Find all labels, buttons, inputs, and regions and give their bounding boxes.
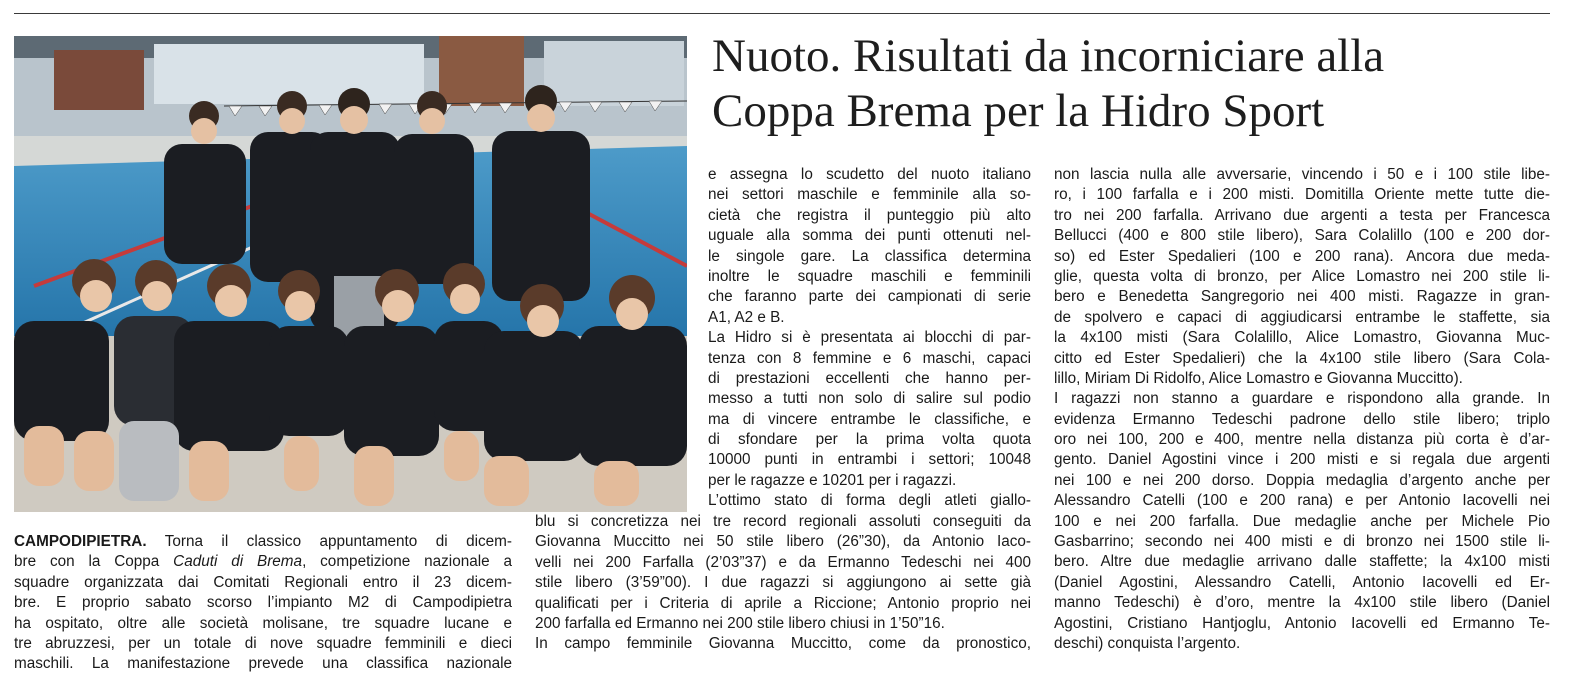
column-c-line: che faranno parte dei campionati di serie <box>708 288 1031 306</box>
column-a-line: maschili. La manifestazione prevede una classifica nazionale <box>14 655 512 673</box>
column-c-line: e assegna lo scudetto del nuoto italiano <box>708 166 1031 183</box>
column-d-line: la 4x100 misti (Sara Colalillo, Alice Lomastro, Giovanna Muc- <box>1054 329 1550 347</box>
column-b-line: blu si concretizza nei tre record regionali assoluti conseguiti da <box>535 513 1031 530</box>
column-d-line: tro nei 200 farfalla. Arrivano due argenti a testa per Francesca <box>1054 206 1550 224</box>
column-a-line: bre. E proprio sabato scorso l’impianto M2 di Campodipietra <box>14 594 512 612</box>
column-c-line: tenza con 8 femmine e 6 maschi, capaci <box>708 349 1031 367</box>
column-b-line: qualificati per i Criteria di aprile a Riccione; Antonio proprio nei <box>535 594 1031 612</box>
column-d-line: non lascia nulla alle avversarie, vincendo i 50 e i 100 stile libe- <box>1054 166 1550 183</box>
column-d-line: oro nei 100, 200 e 400, mentre nella distanza più corta è d’ar- <box>1054 431 1550 449</box>
column-c <box>708 165 1031 512</box>
column-d-line: Gasbarrino; secondo nei 400 misti e di bronzo nei 1500 stile li- <box>1054 533 1550 551</box>
column-d-line: Agostini, Cristiano Hantjoglu, Antonio Iacovelli ed Ermanno Te- <box>1054 614 1550 632</box>
column-d-line: I ragazzi non stanno a guardare e rispondono alla grande. In <box>1054 390 1550 408</box>
column-c-line: uguale alla somma dei punti ottenuti nel- <box>708 227 1031 245</box>
event-name: Caduti di Brema <box>173 553 303 571</box>
kicker: CAMPODIPIETRA. <box>14 533 147 550</box>
column-d-line: so) ed Ester Spedalieri (100 e 200 rana). Ancora due meda- <box>1054 247 1550 265</box>
column-a-line: CAMPODIPIETRA. Torna il classico appuntamento di dicem- <box>14 533 512 550</box>
column-b-line: In campo femminile Giovanna Muccitto, come da pronostico, <box>535 635 1031 653</box>
column-d-line: Bellucci (400 e 800 stile libero), Sara Colalillo (100 e 200 dor- <box>1054 227 1550 245</box>
column-c-line: L’ottimo stato di forma degli atleti giallo- <box>708 492 1031 510</box>
column-c-line: ma di vincere entrambe le classifiche, e <box>708 410 1031 428</box>
column-c-line: La Hidro si è presentata ai blocchi di par- <box>708 329 1031 347</box>
column-d-line: deschi) conquista l’argento. <box>1054 634 1241 652</box>
column-d-line: glie, questa volta di bronzo, per Alice Lomastro nei 200 stile li- <box>1054 267 1550 285</box>
column-b <box>535 512 1031 655</box>
column-c-line: inoltre le squadre maschili e femminili <box>708 267 1031 285</box>
column-c-line: 10000 punti in entrambi i settori; 10048 <box>708 451 1031 469</box>
column-d-line: Alessandro Catelli (100 e 200 rana) e per Antonio Iacovelli nei <box>1054 492 1550 510</box>
column-d-line: manno Tedeschi) è d’oro, mentre la 4x100 stile libero (Daniel <box>1054 594 1550 612</box>
column-a-line: tre abruzzesi, per un totale di nove squadre femminili e dieci <box>14 634 512 652</box>
column-c-line: cietà che registra il punteggio più alto <box>708 206 1031 224</box>
column-d-line: 100 e nei 200 farfalla. Due medaglie anche per Michele Pio <box>1054 512 1550 530</box>
column-c-line: le singole gare. La classifica determina <box>708 247 1031 265</box>
column-b-line: stile libero (3’59”00). I due ragazzi si aggiungono ai sette già <box>535 574 1031 592</box>
column-a <box>14 532 512 675</box>
headline-line-1: Nuoto. Risultati da incorniciare alla <box>712 30 1385 82</box>
headline <box>712 29 1562 139</box>
headline-line-2: Coppa Brema per la Hidro Sport <box>712 85 1325 137</box>
column-d-line: de spolvero e capaci di aggiudicarsi entrambe le staffette, sia <box>1054 308 1550 326</box>
column-d <box>1054 165 1550 654</box>
top-rule <box>14 13 1550 14</box>
column-d-line: lillo, Miriam Di Ridolfo, Alice Lomastro e Giovanna Muccitto). <box>1054 369 1463 387</box>
column-c-line: nei settori maschile e femminile alla so- <box>708 186 1031 204</box>
column-d-line: bero e Benedetta Sangregorio nei 400 misti. Ragazze in gran- <box>1054 288 1550 306</box>
column-c-line: di sfondare per la prima volta quota <box>708 431 1031 449</box>
column-b-line: Giovanna Muccitto nei 50 stile libero (26”30), da Antonio Iaco- <box>535 533 1031 551</box>
column-d-line: nei 100 e nei 200 dorso. Doppia medaglia d’argento anche per <box>1054 471 1550 489</box>
column-b-line: 200 farfalla ed Ermanno nei 200 stile libero chiusi in 1’50”16. <box>535 614 945 632</box>
column-c-line: A1, A2 e B. <box>708 308 785 326</box>
column-b-line: velli nei 200 Farfalla (2’03”37) e da Ermanno Tedeschi nei 400 <box>535 553 1031 571</box>
column-c-line: di prestazioni eccellenti che hanno per- <box>708 369 1031 387</box>
column-d-line: (Daniel Agostini, Alessandro Catelli, Antonio Iacovelli ed Er- <box>1054 573 1550 591</box>
column-d-line: citto ed Ester Spedalieri) che la 4x100 stile libero (Sara Cola- <box>1054 349 1550 367</box>
column-c-line: per le ragazze e 10201 per i ragazzi. <box>708 471 957 489</box>
column-c-line: messo a tutti non solo di salire sul podio <box>708 390 1031 408</box>
column-d-line: bero. Altre due medaglie arrivano dalle staffette; la 4x100 misti <box>1054 553 1550 571</box>
column-d-line: ro, i 100 farfalla e i 200 misti. Domitilla Oriente mette tutte die- <box>1054 186 1550 204</box>
column-a-line: bre con la Coppa Caduti di Brema, competizione nazionale a <box>14 553 512 571</box>
column-a-line: ha ospitato, oltre alle società molisane, tre squadre lucane e <box>14 614 512 632</box>
column-d-line: gento. Daniel Agostini vince i 200 misti e si regala due argenti <box>1054 451 1550 469</box>
team-photo <box>14 36 687 512</box>
column-a-line: squadre organizzata dai Comitati Regionali entro il 23 dicem- <box>14 573 512 591</box>
column-d-line: evidenza Ermanno Tedeschi padrone dello stile libero; triplo <box>1054 410 1550 428</box>
